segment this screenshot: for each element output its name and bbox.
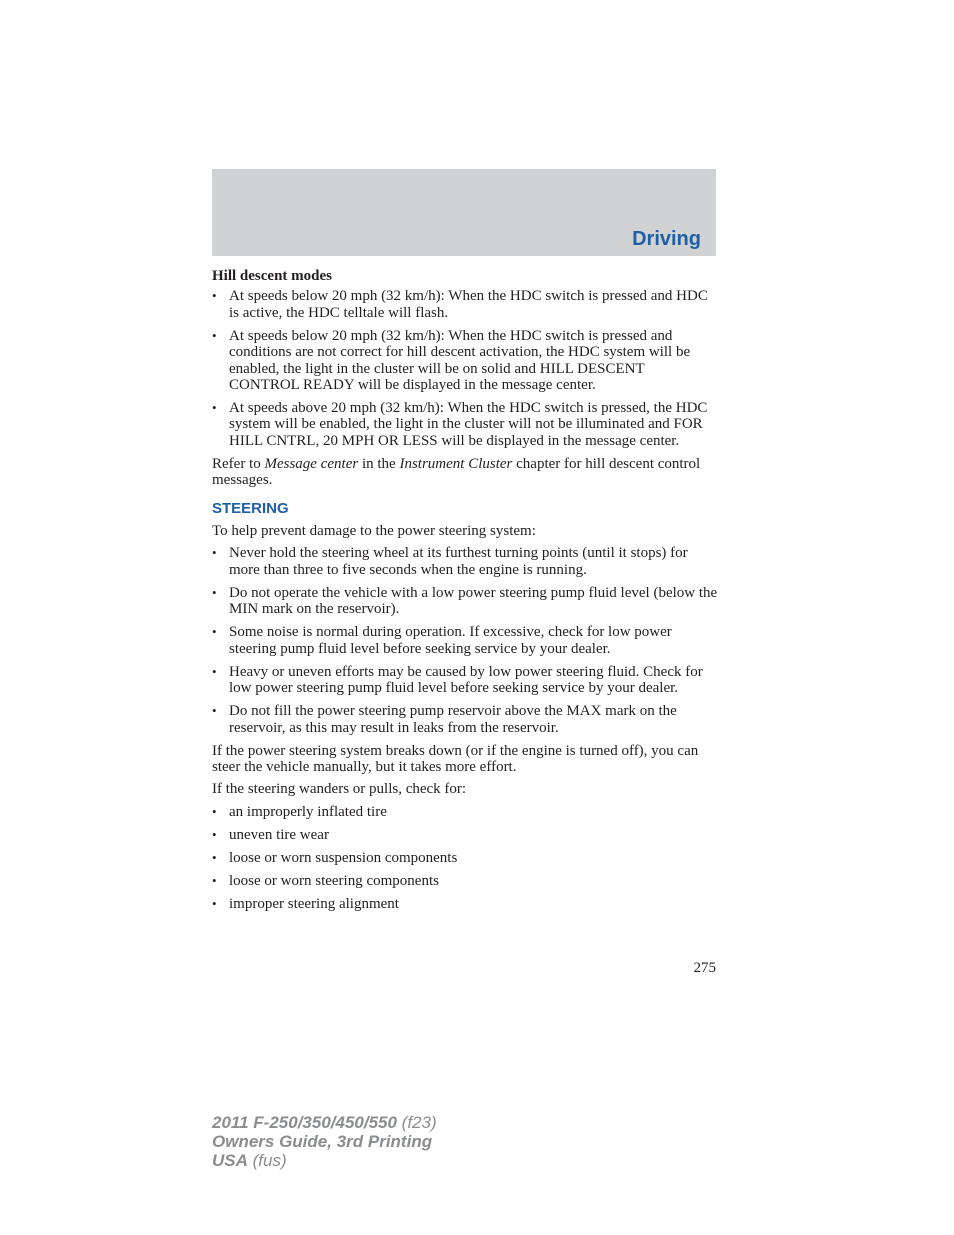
bullet-icon: •: [212, 826, 217, 842]
list-item: • improper steering alignment: [212, 895, 399, 912]
bullet-icon: •: [212, 895, 217, 911]
list-item: • uneven tire wear: [212, 826, 329, 843]
list-item: • At speeds below 20 mph (32 km/h): When the HDC switch is pressed and conditions are not correct for hill descent activation, the HDC system will be enabled, the light in the cluster will be on solid and HILL DESCENT CONTROL READY will be displayed in the message center.: [212, 327, 691, 394]
steering-heading: STEERING: [212, 499, 289, 517]
footer-market-line: USA (fus): [212, 1151, 287, 1170]
bullet-icon: •: [212, 584, 217, 600]
page-content: [212, 268, 718, 919]
footer-guide-line: Owners Guide, 3rd Printing: [212, 1132, 433, 1151]
chapter-header-band: [212, 169, 716, 256]
bullet-icon: •: [212, 872, 217, 888]
list-item: • Do not operate the vehicle with a low power steering pump fluid level (below the MIN mark on the reservoir).: [212, 584, 718, 618]
bullet-icon: •: [212, 288, 217, 304]
list-item: • At speeds above 20 mph (32 km/h): When the HDC switch is pressed, the HDC system will be enabled, the light in the cluster will not be illuminated and FOR HILL CNTRL, 20 MPH OR LESS will be displayed in the message center.: [212, 400, 708, 449]
refer-paragraph: Refer to Message center in the Instrument Cluster chapter for hill descent control messages.: [212, 455, 701, 489]
list-item: • Heavy or uneven efforts may be caused by low power steering fluid. Check for low power steering pump fluid level before seeking service by your dealer.: [212, 663, 703, 697]
bullet-icon: •: [212, 545, 217, 561]
list-item: • Some noise is normal during operation. If excessive, check for low power steering pump fluid level before seeking service by your dealer.: [212, 624, 672, 657]
hill-descent-heading: Hill descent modes: [212, 268, 332, 284]
list-item: • loose or worn steering components: [212, 872, 439, 889]
page-number: 275: [693, 960, 716, 976]
list-item: • Never hold the steering wheel at its furthest turning points (until it stops) for more than three to five seconds when the engine is running.: [212, 545, 688, 578]
bullet-icon: •: [212, 400, 217, 416]
list-item: • Do not fill the power steering pump reservoir above the MAX mark on the reservoir, as this may result in leaks from the reservoir.: [212, 703, 677, 736]
bullet-icon: •: [212, 803, 217, 819]
steering-checks-list: [212, 804, 718, 912]
bullet-icon: •: [212, 849, 217, 865]
message-center-reference: Message center: [264, 455, 359, 472]
chapter-title: Driving: [632, 228, 701, 250]
bullet-icon: •: [212, 624, 217, 640]
list-item: • At speeds below 20 mph (32 km/h): When the HDC switch is pressed and HDC is active, the HDC telltale will flash.: [212, 288, 708, 321]
list-item: • an improperly inflated tire: [212, 803, 387, 820]
footer-model-line: 2011 F-250/350/450/550 (f23): [212, 1113, 437, 1132]
steering-list: [212, 545, 718, 735]
bullet-icon: •: [212, 703, 217, 719]
steering-intro: To help prevent damage to the power steering system:: [212, 523, 536, 540]
list-item: • loose or worn suspension components: [212, 849, 458, 866]
breakdown-paragraph: If the power steering system breaks down (or if the engine is turned off), you can steer the vehicle manually, but it takes more effort.: [212, 742, 699, 775]
document-footer: [212, 1113, 437, 1170]
instrument-cluster-reference: Instrument Cluster: [399, 455, 513, 472]
hill-descent-list: [212, 288, 718, 449]
bullet-icon: •: [212, 327, 217, 343]
bullet-icon: •: [212, 663, 217, 679]
wander-intro: If the steering wanders or pulls, check for:: [212, 781, 467, 798]
